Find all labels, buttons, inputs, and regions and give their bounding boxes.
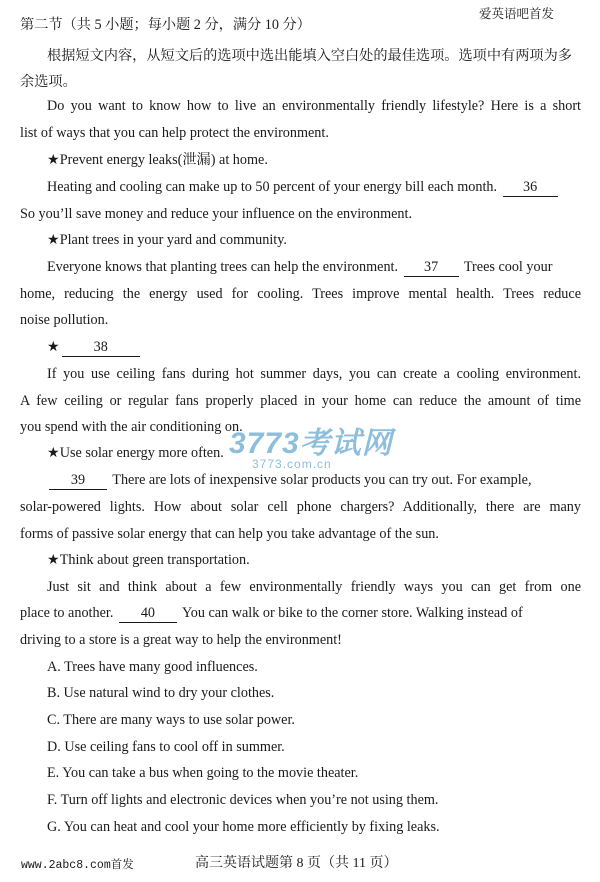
option-f: F. Turn off lights and electronic devices when you’re not using them. bbox=[47, 792, 439, 808]
blank-37: 37 bbox=[404, 259, 459, 277]
paragraph-5-text-b: You can walk or bike to the corner store. Walking instead of bbox=[181, 605, 523, 621]
paragraph-2-line-1 bbox=[47, 254, 552, 281]
paragraph-3-line-3: you spend with the air conditioning on. bbox=[20, 419, 243, 435]
paragraph-4-line-2: solar-powered lights. How about solar cell phone chargers? Additionally, there are many bbox=[20, 499, 581, 515]
paragraph-2-text-b: Trees cool your bbox=[463, 259, 553, 275]
paragraph-5-line-3: driving to a store is a great way to help the environment! bbox=[20, 632, 342, 648]
option-d: D. Use ceiling fans to cool off in summer. bbox=[47, 739, 285, 755]
watermark-url: 3773.com.cn bbox=[252, 457, 332, 471]
passage-intro-line-2: list of ways that you can help protect the environment. bbox=[20, 125, 329, 141]
heading-plant-trees: ★Plant trees in your yard and community. bbox=[47, 232, 287, 248]
option-a: A. Trees have many good influences. bbox=[47, 659, 258, 675]
instructions: 根据短文内容，从短文后的选项中选出能填入空白处的最佳选项。选项中有两项为多余选项。 bbox=[20, 48, 572, 90]
header-publisher-note: 爱英语吧首发 bbox=[479, 7, 555, 21]
blank-38: 38 bbox=[62, 339, 140, 357]
paragraph-3-line-2: A few ceiling or regular fans properly placed in your home can reduce the amount of time bbox=[20, 393, 581, 409]
section-title: 第二节（共 5 小题；每小题 2 分，满分 10 分） bbox=[20, 17, 311, 33]
blank-40: 40 bbox=[119, 605, 177, 623]
heading-blank-38 bbox=[47, 334, 142, 361]
option-e: E. You can take a bus when going to the movie theater. bbox=[47, 765, 359, 781]
heading-solar-energy: ★Use solar energy more often. bbox=[47, 445, 224, 461]
paragraph-5-line-2 bbox=[20, 600, 523, 627]
paragraph-3-line-1: If you use ceiling fans during hot summer days, you can create a cooling environment. bbox=[47, 366, 581, 382]
paragraph-1-text: Heating and cooling can make up to 50 percent of your energy bill each month. bbox=[47, 179, 498, 195]
blank-36: 36 bbox=[503, 179, 558, 197]
paragraph-2-line-2: home, reducing the energy used for cooling. Trees improve mental health. Trees reduce bbox=[20, 286, 581, 302]
paragraph-2-line-3: noise pollution. bbox=[20, 312, 109, 328]
paragraph-1-line-2: So you’ll save money and reduce your influence on the environment. bbox=[20, 206, 413, 222]
passage-intro-line-1: Do you want to know how to live an environmentally friendly lifestyle? Here is a short bbox=[47, 98, 581, 114]
paragraph-4-text: There are lots of inexpensive solar products you can try out. For example, bbox=[112, 472, 532, 488]
star-icon: ★ bbox=[47, 339, 60, 355]
paragraph-4-line-3: forms of passive solar energy that can help you take advantage of the sun. bbox=[20, 526, 439, 542]
watermark-title: 3773考试网 bbox=[229, 427, 393, 460]
option-g: G. You can heat and cool your home more efficiently by fixing leaks. bbox=[47, 819, 440, 835]
paragraph-5-text-a: place to another. bbox=[20, 605, 114, 621]
footer-source: www.2abc8.com首发 bbox=[21, 859, 134, 872]
blank-39: 39 bbox=[49, 472, 107, 490]
page-number: 高三英语试题第 8 页（共 11 页） bbox=[195, 856, 398, 871]
paragraph-2-text-a: Everyone knows that planting trees can help the environment. bbox=[47, 259, 399, 275]
option-b: B. Use natural wind to dry your clothes. bbox=[47, 685, 275, 701]
heading-green-transportation: ★Think about green transportation. bbox=[47, 552, 250, 568]
paragraph-1-line-1 bbox=[47, 174, 560, 201]
heading-prevent-leaks: ★Prevent energy leaks(泄漏) at home. bbox=[47, 152, 268, 168]
option-c: C. There are many ways to use solar power. bbox=[47, 712, 295, 728]
watermark-logo bbox=[229, 418, 393, 471]
paragraph-4-line-1 bbox=[47, 467, 532, 494]
paragraph-5-line-1: Just sit and think about a few environmentally friendly ways you can get from one bbox=[47, 579, 581, 595]
